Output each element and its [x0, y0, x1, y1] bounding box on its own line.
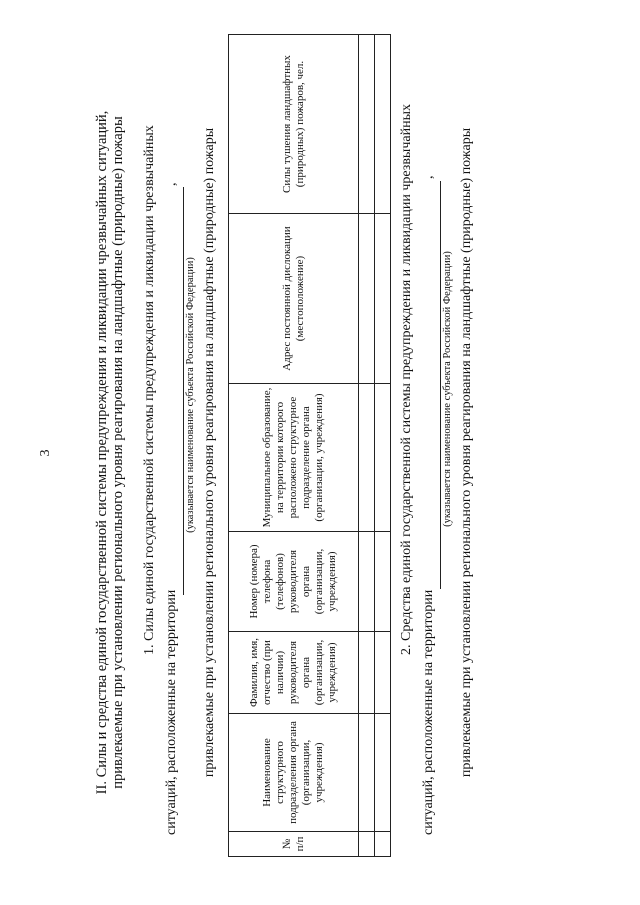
subsection-2-territory-label: ситуаций, расположенные на территории — [421, 589, 436, 835]
subsection-2-note: (указывается наименование субъекта Российской Федерации) — [442, 251, 453, 527]
subsection-2-comma: , — [421, 175, 436, 179]
subsection-1-fill-line — [183, 187, 184, 595]
subsection-2-title: 2. Средства единой государственной системы предупреждения и ликвидации чрезвычайных — [399, 104, 414, 655]
forces-table — [228, 34, 391, 857]
subsection-1-title: 1. Силы единой государственной системы предупреждения и ликвидации чрезвычайных — [142, 125, 157, 655]
table-cell — [359, 714, 375, 832]
table-cell — [375, 714, 391, 832]
table-cell — [359, 35, 375, 214]
header-head-full-name: Фамилия, имя, отчество (при наличии) руководителя органа (организации, учреждения) — [229, 632, 359, 714]
table-cell — [375, 35, 391, 214]
table-cell — [359, 832, 375, 857]
subsection-2-tail: привлекаемые при установлении регионального уровня реагирования на ландшафтные (природные) пожары — [459, 127, 474, 778]
section-title-line-1: II. Силы и средства единой государственной системы предупреждения и ликвидации чрезвычайных ситуаций, — [94, 110, 110, 795]
header-address: Адрес постоянной дислокации (местоположение) — [229, 214, 359, 384]
header-head-phone: Номер (номера) телефона (телефонов) руководителя органа (организации, учреждения) — [229, 532, 359, 632]
header-firefighting-forces: Силы тушения ландшафтных (природных) пожаров, чел. — [229, 35, 359, 214]
subsection-1-note: (указывается наименование субъекта Российской Федерации) — [185, 257, 196, 533]
table-cell — [359, 384, 375, 532]
table-cell — [359, 532, 375, 632]
table-row — [375, 35, 391, 857]
page-number: 3 — [38, 449, 53, 457]
table-cell — [375, 832, 391, 857]
table-row — [359, 35, 375, 857]
header-unit-name: Наименование структурного подразделения органа (организации, учреждения) — [229, 714, 359, 832]
subsection-1-territory-label: ситуаций, расположенные на территории — [164, 589, 179, 835]
table-cell — [359, 214, 375, 384]
header-municipality: Муниципальное образование, на территории которого расположено структурное подразделение органа (организации, учреждения) — [229, 384, 359, 532]
subsection-1-tail: привлекаемые при установлении регионального уровня реагирования на ландшафтные (природные) пожары — [202, 127, 217, 778]
table-cell — [375, 384, 391, 532]
subsection-2-fill-line — [440, 181, 441, 589]
table-header-row — [229, 35, 359, 857]
table-cell — [375, 632, 391, 714]
section-title-line-2: привлекаемые при установлении регионального уровня реагирования на ландшафтные (природные) пожары — [110, 116, 126, 789]
table-cell — [375, 532, 391, 632]
table-cell — [359, 632, 375, 714]
header-number: № п/п — [229, 832, 359, 857]
subsection-1-comma: , — [164, 182, 179, 186]
table-cell — [375, 214, 391, 384]
